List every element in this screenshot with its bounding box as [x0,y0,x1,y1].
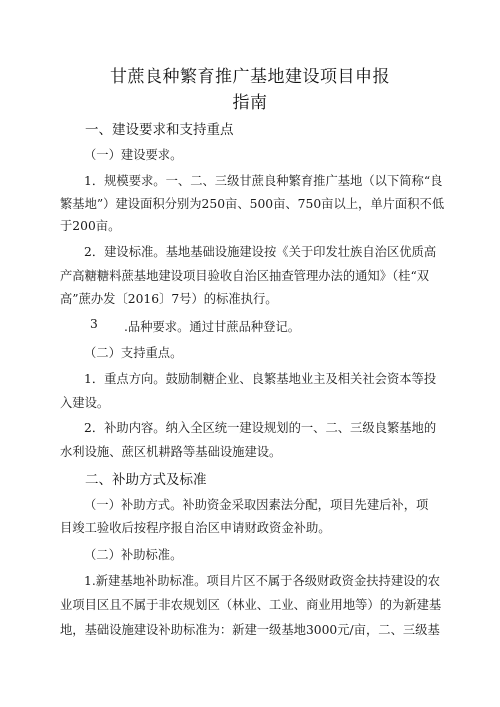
paragraph-line: 于200亩。 [60,219,121,233]
paragraph-line: 目竣工验收后按程序报自治区申请财政资金补助。 [60,521,331,535]
paragraph-line: （一）补助方式。补助资金采取因素法分配，项目先建后补，项 [84,498,429,512]
paragraph-line: 1.新建基地补助标准。项目片区不属于各级财政资金扶持建设的农 [84,574,441,588]
paragraph-number: 3 [90,317,98,331]
paragraph-line: 入建设。 [60,396,110,410]
paragraph-line: 业项目区且不属于非农规划区（林业、工业、商业用地等）的为新建基 [60,598,442,612]
document-title-line-1: 甘蔗良种繁育推广基地建设项目申报 [110,67,390,87]
paragraph-line: 高”蔗办发〔2016〕7号）的标准执行。 [60,292,278,306]
subsection-heading-requirements: （一）建设要求。 [84,148,183,162]
section-heading-1: 一、建设要求和支持重点 [85,122,234,138]
subsection-heading-standards: （二）补助标准。 [84,548,183,562]
paragraph-line: 水利设施、蔗区机耕路等基础设施建设。 [60,445,282,459]
subsection-heading-focus: （二）支持重点。 [84,346,183,360]
paragraph-line: 1．规模要求。一、二、三级甘蔗良种繁育推广基地（以下简称“良 [84,174,443,188]
paragraph-line: .品种要求。通过甘蔗品种登记。 [124,320,301,334]
paragraph-line: 地，基础设施建设补助标准为：新建一级基地3000元/亩，二、三级基 [60,623,440,637]
section-heading-2: 二、补助方式及标准 [85,472,207,488]
paragraph-line: 1．重点方向。鼓励制糖企业、良繁基地业主及相关社会资本等投 [84,372,437,386]
document-title-line-2: 指南 [232,93,268,113]
paragraph-line: 2．补助内容。纳入全区统一建设规划的一、二、三级良繁基地的 [84,421,437,435]
paragraph-line: 繁基地”）建设面积分别为250亩、500亩、750亩以上，单片面积不低 [60,197,445,211]
paragraph-line: 产高糖糖料蔗基地建设项目验收自治区抽查管理办法的通知》（桂“双 [60,269,430,283]
paragraph-line: 2．建设标准。基地基础设施建设按《关于印发壮族自治区优质高 [84,245,437,259]
